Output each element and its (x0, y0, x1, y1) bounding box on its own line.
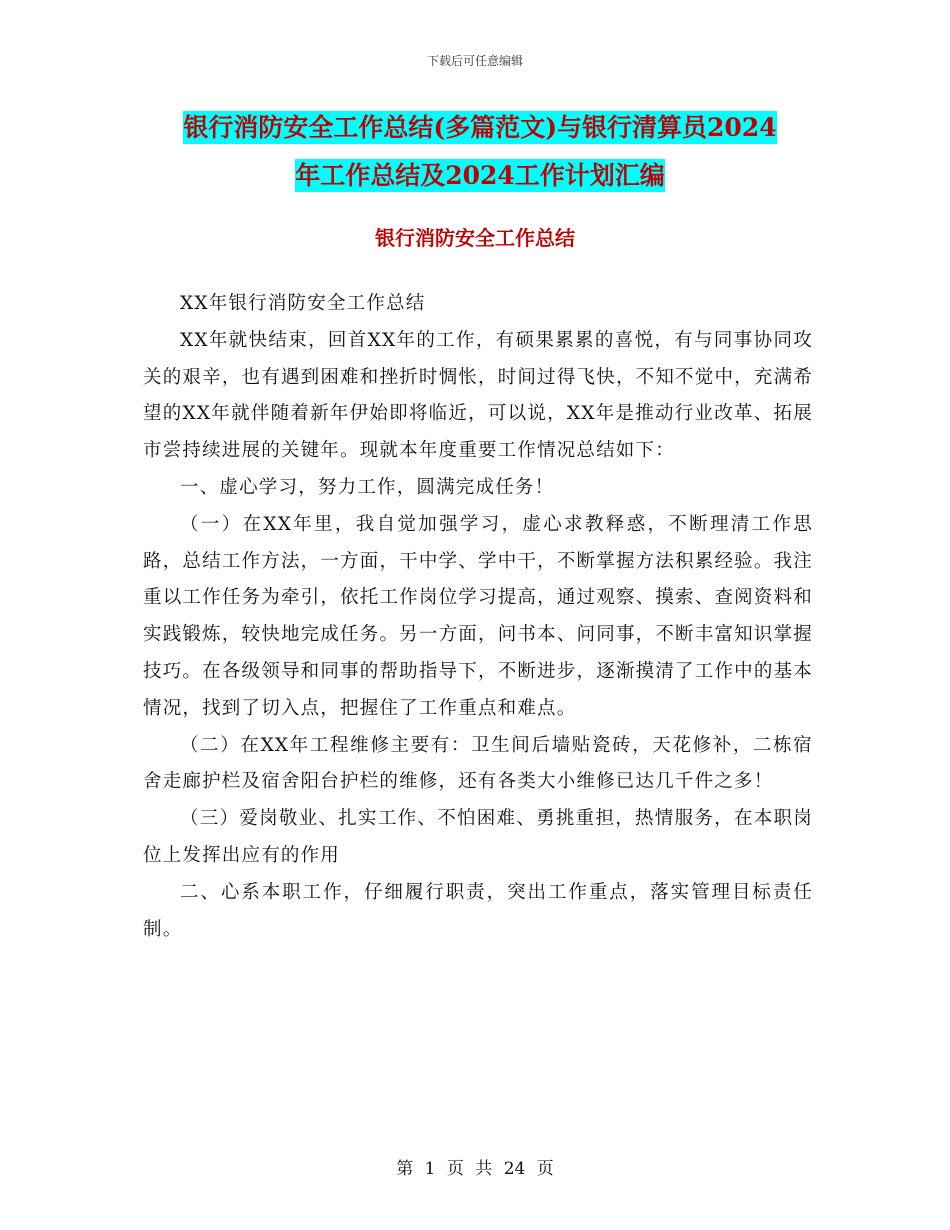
document-title-line-1: 银行消防安全工作总结(多篇范文)与银行清算员2024 (183, 113, 777, 142)
paragraph: XX年银行消防安全工作总结 (180, 293, 426, 314)
paragraph: 一、虚心学习，努力工作，圆满完成任务！ (180, 476, 555, 498)
body-text (143, 286, 813, 948)
paragraph: （一）在XX年里，我自觉加强学习，虚心求教释惑，不断理清工作思路，总结工作方法，一方面，干中学、学中干，不断掌握方法积累经验。我注重以工作任务为牵引，依托工作岗位学习提高，通过观察、摸索、查阅资料和实践锻炼，较快地完成任务。另一方面，问书本、问同事，不断丰富知识掌握技巧。在各级领导和同事的帮助指导下，不断进步，逐渐摸清了工作中的基本情况，找到了切入点，把握住了工作重点和难点。 (143, 513, 813, 719)
document-title (140, 104, 820, 200)
section-title: 银行消防安全工作总结 (375, 226, 575, 250)
header-note: 下载后可任意编辑 (426, 54, 523, 68)
page-number: 第 1 页 共 24 页 (396, 1159, 554, 1179)
paragraph: （二）在XX年工程维修主要有：卫生间后墙贴瓷砖，天花修补，二栋宿舍走廊护栏及宿舍阳台护栏的维修，还有各类大小维修已达几千件之多！ (143, 734, 813, 793)
paragraph: 二、心系本职工作，仔细履行职责，突出工作重点，落实管理目标责任制。 (143, 881, 813, 940)
paragraph: （三）爱岗敬业、扎实工作、不怕困难、勇挑重担，热情服务，在本职岗位上发挥出应有的作用 (143, 808, 813, 866)
paragraph: XX年就快结束，回首XX年的工作，有硕果累累的喜悦，有与同事协同攻关的艰辛，也有遇到困难和挫折时惆怅，时间过得飞快，不知不觉中，充满希望的XX年就伴随着新年伊始即将临近，可以说，XX年是推动行业改革、拓展市尝持续进展的关键年。现就本年度重要工作情况总结如下： (143, 329, 813, 462)
document-title-line-2: 年工作总结及2024工作计划汇编 (295, 161, 665, 190)
